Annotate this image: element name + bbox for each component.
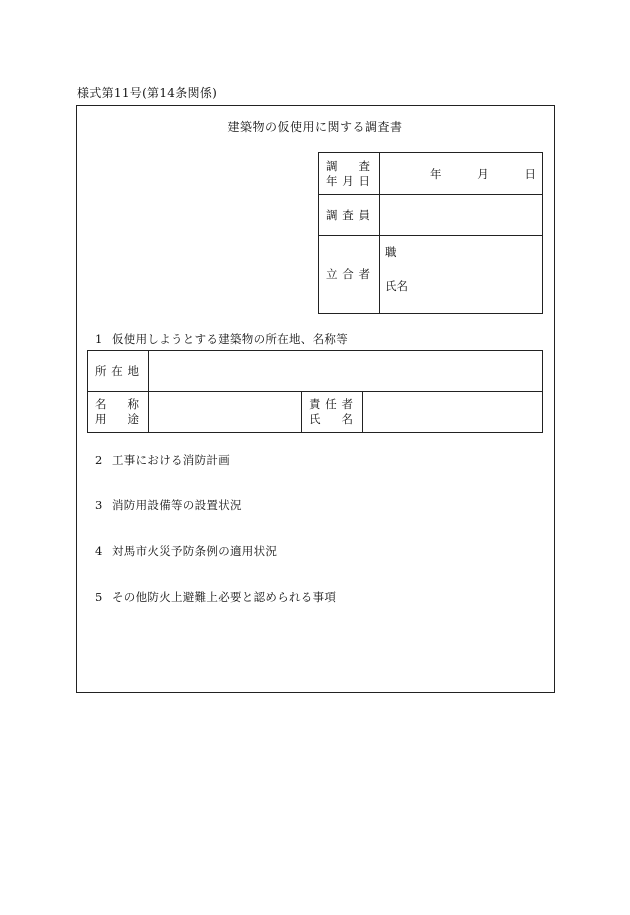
- address-label: 所 在 地: [88, 351, 149, 392]
- location-table: [87, 350, 543, 433]
- inspector-label: 調 査 員: [319, 195, 380, 236]
- section-3-heading: 3 消防用設備等の設置状況: [95, 498, 242, 512]
- inspector-field[interactable]: [380, 195, 543, 236]
- name-label: 名 称: [95, 397, 139, 411]
- inspection-date-field[interactable]: [380, 153, 543, 195]
- name-use-label: [88, 392, 149, 433]
- use-label: 用 途: [95, 412, 139, 426]
- witness-name-label: 氏名: [385, 279, 408, 293]
- section-2-heading: 2 工事における消防計画: [95, 453, 230, 467]
- section-5-heading: 5 その他防火上避難上必要と認められる事項: [95, 590, 337, 604]
- section-4-heading: 4 対馬市火災予防条例の適用状況: [95, 544, 278, 558]
- responsible-label: 責 任 者: [309, 397, 353, 411]
- form-number: 様式第11号(第14条関係): [77, 86, 218, 100]
- date-label-row2: 年 月 日: [326, 173, 370, 188]
- person-name-label: 氏 名: [309, 412, 353, 426]
- witness-label: 立 合 者: [319, 236, 380, 314]
- inspection-table: [318, 152, 543, 314]
- month-unit: 月: [477, 166, 489, 181]
- witness-title-label: 職: [385, 245, 397, 259]
- day-unit: 日: [524, 166, 536, 181]
- section-1-heading: 1 仮使用しようとする建築物の所在地、名称等: [95, 332, 348, 346]
- document-title: 建築物の仮使用に関する調査書: [227, 120, 403, 134]
- responsible-person-label: [302, 392, 363, 433]
- name-use-field[interactable]: [149, 392, 302, 433]
- address-field[interactable]: [149, 351, 543, 392]
- witness-field[interactable]: [380, 236, 543, 314]
- date-label-row1: 調 査: [326, 158, 370, 173]
- year-unit: 年: [430, 166, 442, 181]
- inspection-date-label: [319, 153, 380, 195]
- responsible-person-field[interactable]: [363, 392, 543, 433]
